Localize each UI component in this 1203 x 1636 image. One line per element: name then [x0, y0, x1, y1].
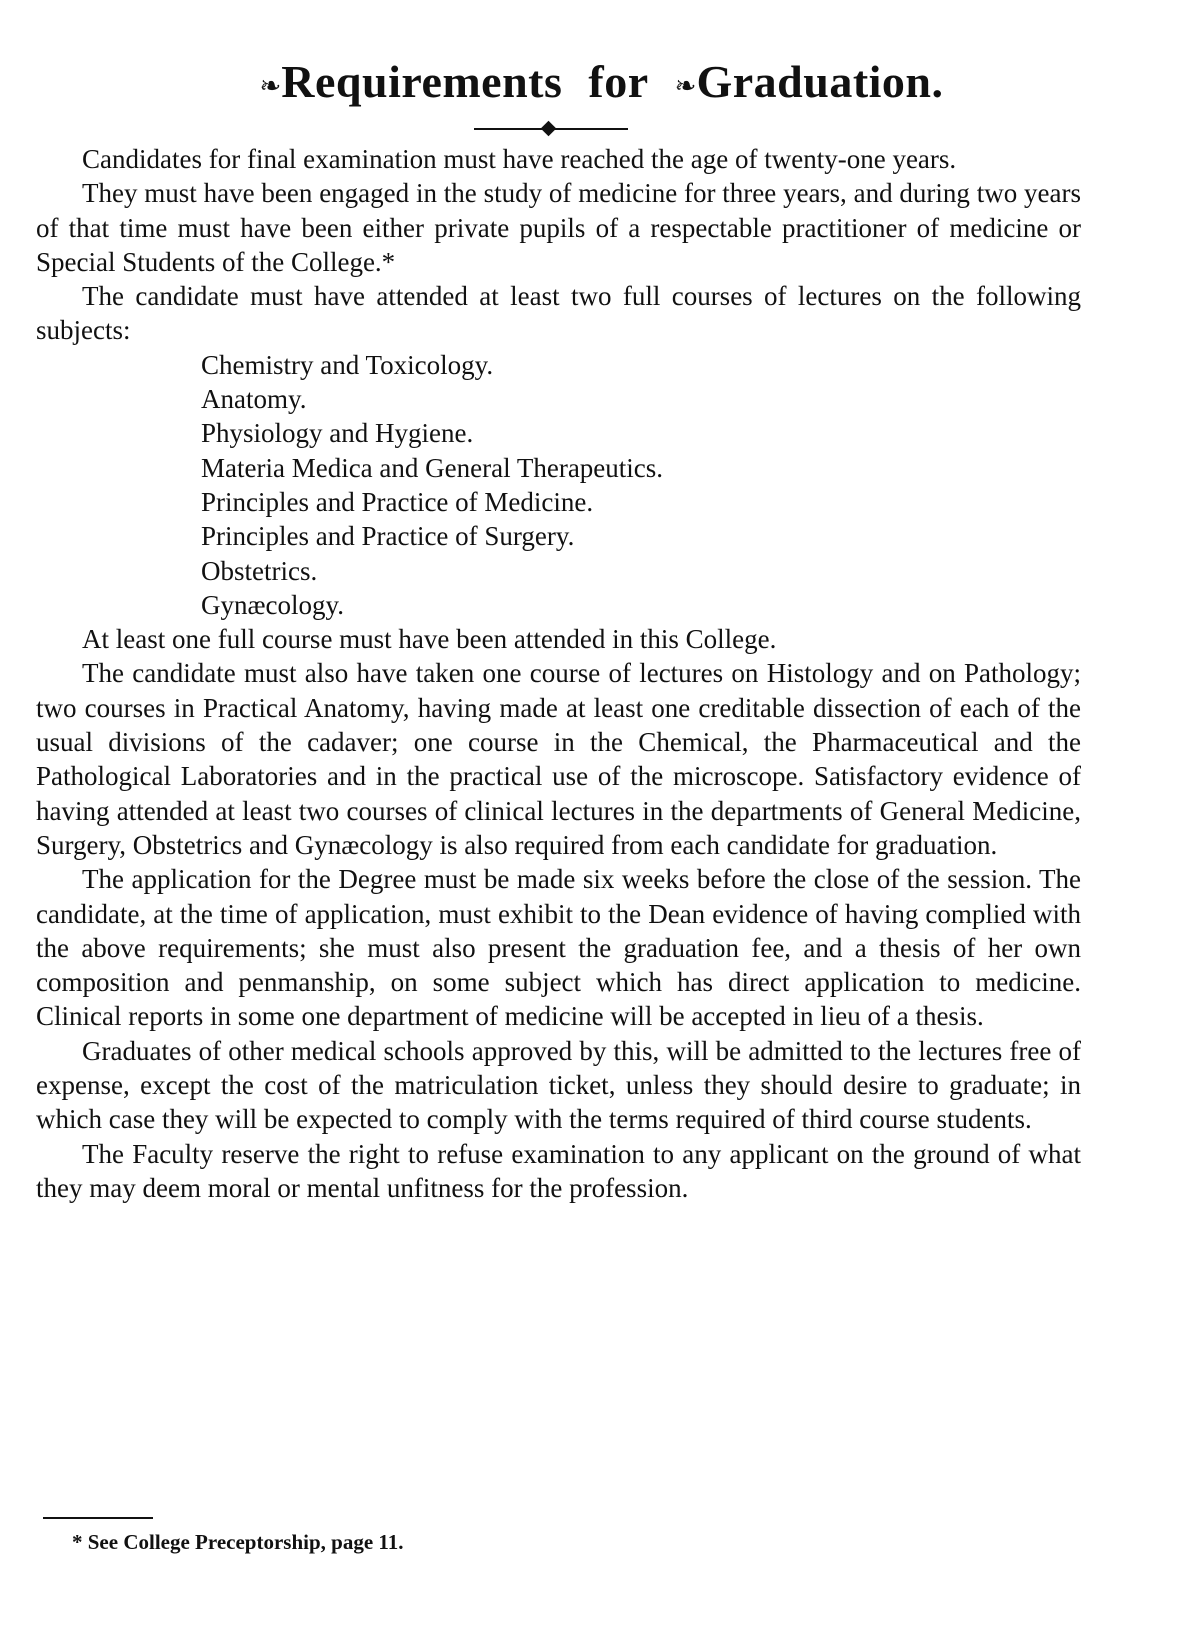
- paragraph-courses: The candidate must have attended at least two full courses of lectures on the following subjects:: [36, 281, 1081, 346]
- subject-list: [36, 348, 1081, 622]
- list-item: Principles and Practice of Medicine.: [201, 486, 594, 517]
- footnote: * See College Preceptorship, page 11.: [72, 1530, 404, 1554]
- body-text: [36, 142, 1081, 1205]
- flourish-ornament-icon: ❧: [674, 71, 697, 101]
- paragraph-graduates-other-schools: Graduates of other medical schools approved by this, will be admitted to the lectures free of expense, except the cost of the matriculation ticket, unless they should desire to graduate; in which case they will be expected to comply with the terms required of third course students.: [36, 1035, 1081, 1135]
- title-word-requirements: Requirements: [281, 56, 563, 107]
- flourish-ornament-icon: ❧: [259, 71, 282, 101]
- paragraph-additional-courses: The candidate must also have taken one course of lectures on Histology and on Pathology; two courses in Practical Anatomy, having made at least one creditable dissection of each of the usual divisions of the cadaver; one course in the Chemical, the Pharmaceutical and the Pathological Laboratories and in the practical use of the microscope. Satisfactory evidence of having attended at least two courses of clinical lectures in the departments of General Medicine, Surgery, Obstetrics and Gynæcology is also required from each candidate for graduation.: [36, 658, 1081, 860]
- paragraph-college-course: At least one full course must have been attended in this College.: [82, 624, 777, 655]
- paragraph-study: They must have been engaged in the study of medicine for three years, and during two years of that time must have been either private pupils of a respectable practitioner of medicine or Special Students of the College.*: [36, 178, 1081, 277]
- list-item: Physiology and Hygiene.: [201, 418, 474, 449]
- title-word-graduation: Graduation.: [696, 56, 944, 107]
- page-title: [0, 52, 1203, 116]
- paragraph-age: Candidates for final examination must have reached the age of twenty-one years.: [82, 144, 957, 174]
- title-divider: [474, 122, 628, 134]
- title-word-for: for: [588, 56, 649, 107]
- diamond-ornament-icon: [541, 121, 557, 137]
- list-item: Obstetrics.: [201, 555, 318, 586]
- paragraph-faculty-right: The Faculty reserve the right to refuse examination to any applicant on the ground of what they may deem moral or mental unfitness for the profession.: [36, 1138, 1081, 1203]
- list-item: Anatomy.: [201, 384, 307, 415]
- list-item: Gynæcology.: [201, 589, 344, 620]
- list-item: Chemistry and Toxicology.: [201, 349, 494, 380]
- paragraph-application: The application for the Degree must be made six weeks before the close of the session. The candidate, at the time of application, must exhibit to the Dean evidence of having complied with the above requirements; she must also present the graduation fee, and a thesis of her own composition and penmanship, on some subject which has direct application to medicine. Clinical reports in some one department of medicine will be accepted in lieu of a thesis.: [36, 864, 1081, 1032]
- list-item: Materia Medica and General Therapeutics.: [201, 452, 664, 483]
- footnote-divider: [43, 1517, 153, 1519]
- list-item: Principles and Practice of Surgery.: [201, 521, 575, 552]
